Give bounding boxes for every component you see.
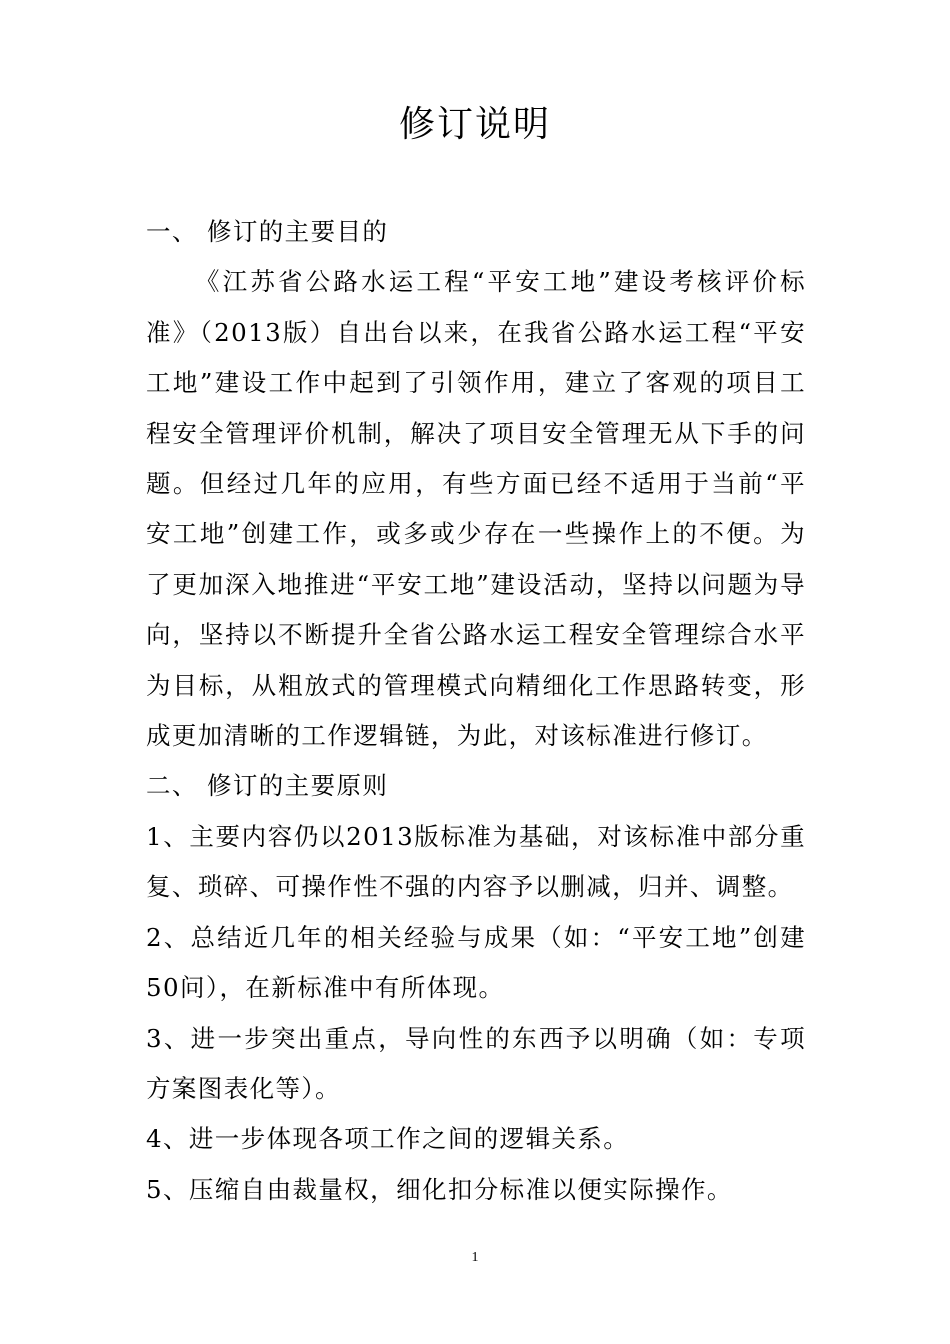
principle-item-5: 5、压缩自由裁量权，细化扣分标准以便实际操作。: [146, 1174, 733, 1204]
principle-item-3: 3、进一步突出重点，导向性的东西予以明确（如：专项方案图表化等）。: [146, 1023, 806, 1103]
document-title: 修订说明: [398, 104, 551, 145]
principle-item-1: 1、主要内容仍以2013版标准为基础，对该标准中部分重复、琐碎、可操作性不强的内容予以删减，归并、调整。: [146, 821, 806, 902]
section-heading-principles: 二、 修订的主要原则: [146, 771, 389, 801]
principle-item-4: 4、进一步体现各项工作之间的逻辑关系。: [146, 1124, 630, 1154]
section-heading-purpose: 一、 修订的主要目的: [146, 217, 389, 246]
page-number: 1: [471, 1250, 479, 1265]
principle-item-2: 2、总结近几年的相关经验与成果（如：“平安工地”创建 50问），在新标准中有所体现。: [146, 922, 806, 1003]
document-body: [146, 207, 806, 1215]
paragraph-purpose: 《江苏省公路水运工程“平安工地”建设考核评价标准》（2013版）自出台以来，在我省公路水运工程“平安工地”建设工作中起到了引领作用，建立了客观的项目工程安全管理评价机制，解决了项目安全管理无从下手的问题。但经过几年的应用，有些方面已经不适用于当前“平安工地”创建工作，或多或少存在一些操作上的不便。为了更加深入地推进“平安工地”建设活动，坚持以问题为导向，坚持以不断提升全省公路水运工程安全管理综合水平为目标，从粗放式的管理模式向精细化工作思路转变，形成更加清晰的工作逻辑链，为此，对该标准进行修订。: [146, 267, 806, 751]
